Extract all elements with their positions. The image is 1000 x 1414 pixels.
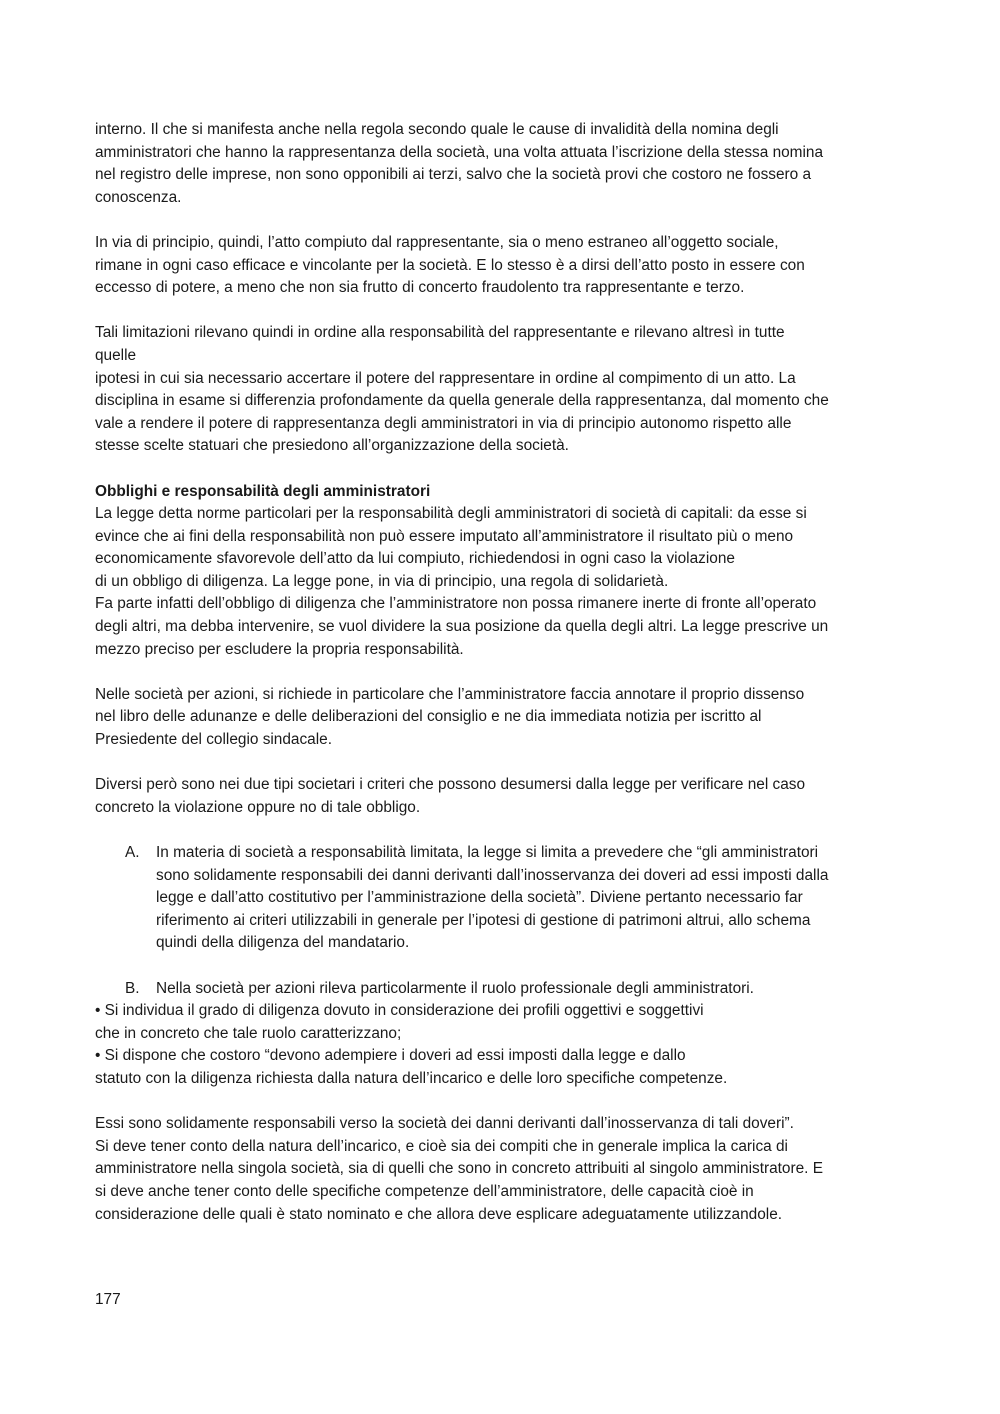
- text-line: Essi sono solidamente responsabili verso la società dei danni derivanti dall’inosservanza di tali doveri”.: [95, 1115, 794, 1133]
- list-item-b: [95, 978, 910, 1001]
- text-line: La legge detta norme particolari per la responsabilità degli amministratori di società di capitali: da esse si: [95, 505, 807, 523]
- text-line: si deve anche tener conto delle specifiche competenze dell’amministratore, delle capacità cioè in: [95, 1182, 754, 1200]
- text-line: rimane in ogni caso efficace e vincolante per la società. E lo stesso è a dirsi dell’atto posto in essere con: [95, 256, 805, 274]
- paragraph-criteri: [95, 774, 910, 819]
- text-line: mezzo preciso per escludere la propria responsabilità.: [95, 640, 464, 658]
- text-line: Nelle società per azioni, si richiede in particolare che l’amministratore faccia annotare il proprio dissenso: [95, 685, 805, 703]
- text-line: Presiedente del collegio sindacale.: [95, 731, 332, 749]
- page-number: 177: [95, 1291, 121, 1308]
- text-line: vale a rendere il potere di rappresentanza degli amministratori in via di principio autonomo rispetto alle: [95, 414, 792, 432]
- list-item-a: [95, 842, 910, 955]
- text-line: considerazione delle quali è stato nominato e che allora deve esplicare adeguatamente utilizzandole.: [95, 1205, 783, 1223]
- text-line: • Si individua il grado di diligenza dovuto in considerazione dei profili oggettivi e soggettivi: [95, 1002, 704, 1020]
- text-line: • Si dispone che costoro “devono adempiere i doveri ad essi imposti dalla legge e dallo: [95, 1047, 686, 1065]
- text-line: Si deve tener conto della natura dell’incarico, e cioè sia dei compiti che in generale implica la carica di: [95, 1137, 788, 1155]
- paragraph-solidamente-responsabili: [95, 1113, 910, 1226]
- text-line: economicamente sfavorevole dell’atto da lui compiuto, richiedendosi in ogni caso la violazione: [95, 550, 735, 568]
- text-line: nel libro delle adunanze e delle deliberazioni del consiglio e ne dia immediata notizia per iscritto al: [95, 708, 762, 726]
- section-heading: Obblighi e responsabilità degli amministratori: [95, 482, 431, 500]
- text-line: quelle: [95, 346, 137, 364]
- section-obblighi: [95, 481, 910, 662]
- text-line: amministratori che hanno la rappresentanza della società, una volta attuata l’iscrizione della stessa nomina: [95, 143, 824, 161]
- text-line: eccesso di potere, a meno che non sia frutto di concerto fraudolento tra rappresentante e terzo.: [95, 279, 745, 297]
- list-marker: B.: [125, 979, 140, 997]
- list-marker: A.: [125, 844, 140, 861]
- text-line: legge e dall’atto costitutivo per l’amministrazione della società”. Diviene pertanto necessario far: [156, 889, 803, 907]
- text-line: In via di principio, quindi, l’atto compiuto dal rappresentante, sia o meno estraneo all’oggetto sociale,: [95, 233, 779, 251]
- text-line: interno. Il che si manifesta anche nella regola secondo quale le cause di invalidità della nomina degli: [95, 121, 779, 138]
- text-line: amministratore nella singola società, sia di quelli che sono in concreto attribuiti al singolo amministratore. E: [95, 1160, 823, 1178]
- text-line: ipotesi in cui sia necessario accertare il potere del rappresentare in ordine al compimento di un atto. La: [95, 369, 796, 387]
- text-line: che in concreto che tale ruolo caratterizzano;: [95, 1024, 402, 1042]
- text-line: sono solidamente responsabili dei danni derivanti dall’inosservanza dei doveri ad essi imposti dalla: [156, 866, 829, 884]
- paragraph-atto-rappresentante: [95, 232, 910, 300]
- text-line: In materia di società a responsabilità limitata, la legge si limita a prevedere che “gli amministratori: [156, 844, 819, 861]
- text-line: Diversi però sono nei due tipi societari i criteri che possono desumersi dalla legge per verificare nel caso: [95, 776, 806, 794]
- page-body: [95, 119, 910, 1249]
- paragraph-invalidita-nomina: [95, 119, 910, 209]
- text-line: Fa parte infatti dell’obbligo di diligenza che l’amministratore non possa rimanere inerte di fronte all’operato: [95, 595, 817, 613]
- text-line: nel registro delle imprese, non sono opponibili ai terzi, salvo che la società provi che costoro ne fossero a: [95, 166, 812, 184]
- text-line: Nella società per azioni rileva particolarmente il ruolo professionale degli amministratori.: [156, 979, 754, 997]
- text-line: statuto con la diligenza richiesta dalla natura dell’incarico e delle loro specifiche competenze.: [95, 1069, 728, 1087]
- text-line: concreto la violazione oppure no di tale obbligo.: [95, 798, 421, 816]
- text-line: quindi della diligenza del mandatario.: [156, 934, 410, 952]
- paragraph-bullets: [95, 1000, 910, 1090]
- text-line: riferimento ai criteri utilizzabili in generale per l’ipotesi di gestione di patrimoni altrui, allo schema: [156, 911, 811, 929]
- text-line: conoscenza.: [95, 188, 182, 206]
- paragraph-limitazioni: [95, 322, 910, 458]
- text-line: disciplina in esame si differenzia profondamente da quella generale della rappresentanza, dal momento che: [95, 392, 829, 410]
- text-line: di un obbligo di diligenza. La legge pone, in via di principio, una regola di solidarietà.: [95, 572, 669, 590]
- text-line: evince che ai fini della responsabilità non può essere imputato all’amministratore il risultato più o meno: [95, 527, 794, 545]
- paragraph-societa-azioni-dissenso: [95, 684, 910, 752]
- text-line: Tali limitazioni rilevano quindi in ordine alla responsabilità del rappresentante e rilevano altresì in tutte: [95, 324, 785, 342]
- text-line: stesse scelte statuari che presiedono all’organizzazione della società.: [95, 437, 569, 455]
- text-line: degli altri, ma debba intervenire, se vuol dividere la sua posizione da quella degli altri. La legge prescrive un: [95, 618, 829, 636]
